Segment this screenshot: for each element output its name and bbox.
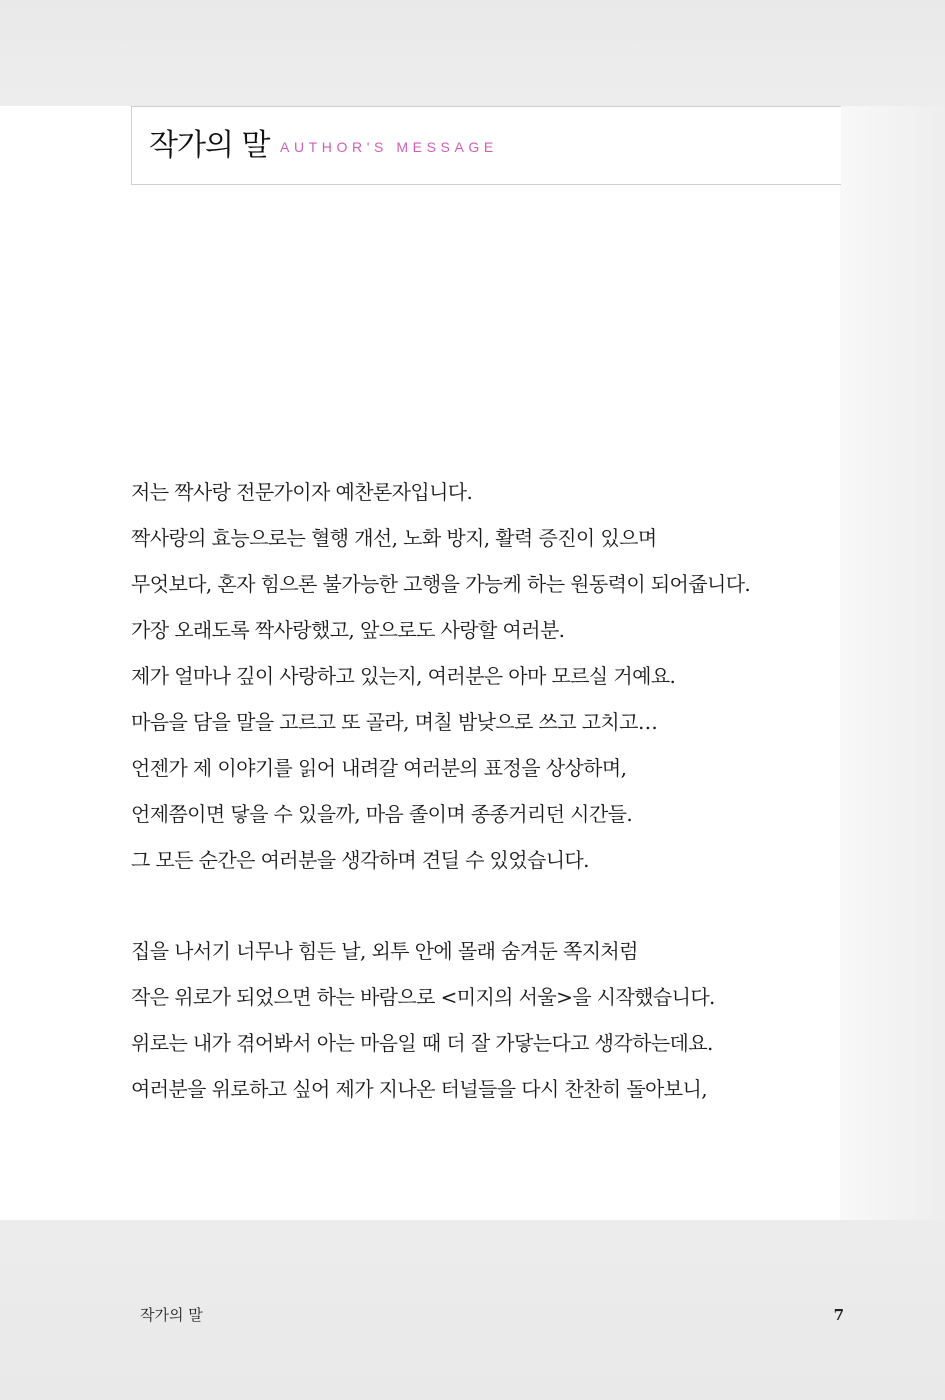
chapter-title-english: AUTHOR'S MESSAGE [280,139,498,155]
text-line: 집을 나서기 너무나 힘든 날, 외투 안에 몰래 숨겨둔 쪽지처럼 [131,939,638,963]
text-line: 제가 얼마나 깊이 사랑하고 있는지, 여러분은 아마 모르실 거예요. [131,664,676,688]
chapter-title-korean: 작가의 말 [149,128,270,163]
chapter-title-box [131,106,841,185]
text-line: 언제쯤이면 닿을 수 있을까, 마음 졸이며 종종거리던 시간들. [131,802,633,826]
text-line: 가장 오래도록 짝사랑했고, 앞으로도 사랑할 여러분. [131,618,565,642]
text-line: 언젠가 제 이야기를 읽어 내려갈 여러분의 표정을 상상하며, [131,756,627,780]
paragraph-spacer [131,886,831,931]
text-line: 작은 위로가 되었으면 하는 바람으로 <미지의 서울>을 시작했습니다. [131,985,715,1009]
page-background-top [0,0,945,106]
page-edge-shadow [840,106,945,1220]
text-line: 짝사랑의 효능으로는 혈행 개선, 노화 방지, 활력 증진이 있으며 [131,526,657,550]
author-message-body [131,472,831,1115]
page-number: 7 [833,1306,844,1324]
running-footer-title: 작가의 말 [140,1306,203,1324]
text-line: 마음을 담을 말을 고르고 또 골라, 며칠 밤낮으로 쓰고 고치고… [131,710,658,734]
text-line: 저는 짝사랑 전문가이자 예찬론자입니다. [131,480,473,504]
text-line: 그 모든 순간은 여러분을 생각하며 견딜 수 있었습니다. [131,848,589,872]
text-line: 위로는 내가 겪어봐서 아는 마음일 때 더 잘 가닿는다고 생각하는데요. [131,1031,713,1055]
text-line: 무엇보다, 혼자 힘으론 불가능한 고행을 가능케 하는 원동력이 되어줍니다. [131,572,751,596]
paragraph [131,472,831,886]
text-line: 여러분을 위로하고 싶어 제가 지나온 터널들을 다시 찬찬히 돌아보니, [131,1077,707,1101]
paragraph [131,931,831,1115]
